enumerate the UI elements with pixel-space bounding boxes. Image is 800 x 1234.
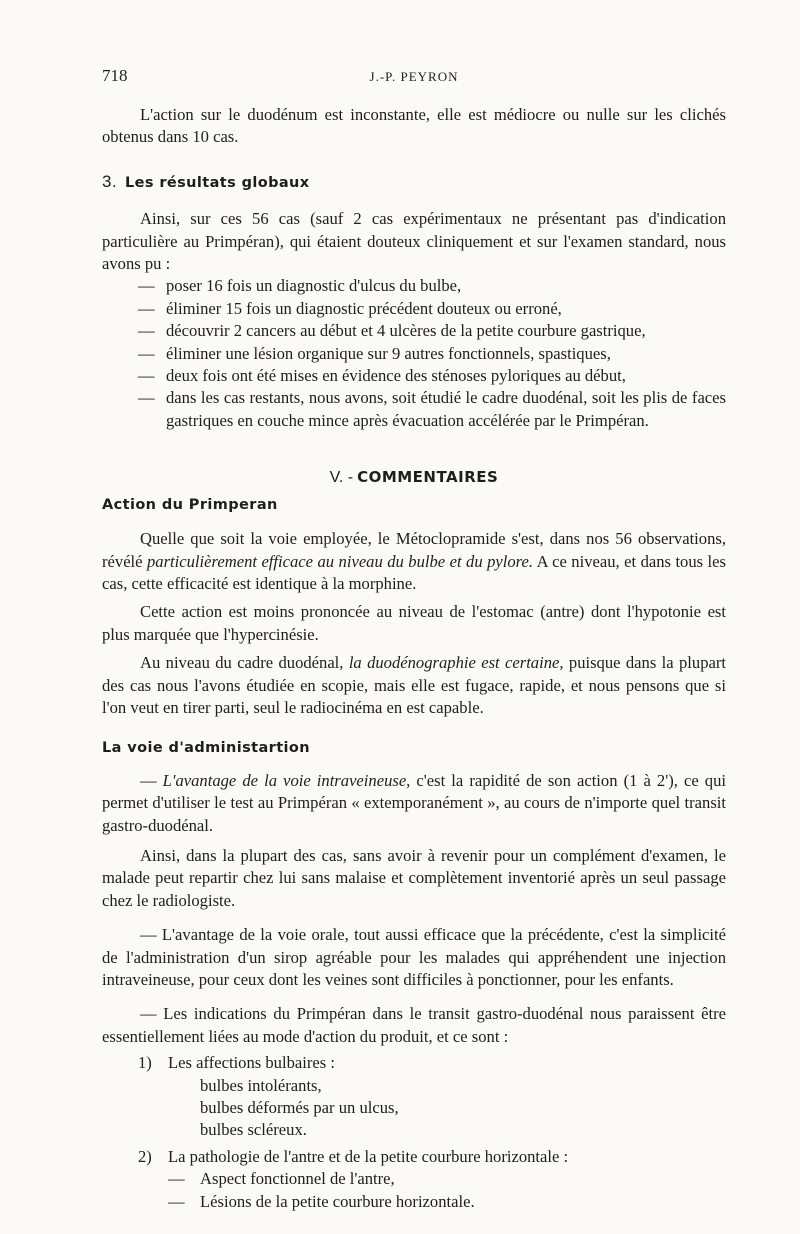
list-item-text: découvrir 2 cancers au début et 4 ulcères de la petite courbure gastrique, bbox=[166, 321, 646, 341]
item-number: 1) bbox=[138, 1053, 152, 1073]
dash-marker: — bbox=[138, 321, 155, 341]
section-heading-results bbox=[102, 171, 726, 194]
italic-run: la duodénographie est certaine, bbox=[348, 653, 564, 673]
subheading-voie: La voie d'administartion bbox=[102, 740, 310, 757]
section-roman: V. - bbox=[329, 469, 354, 487]
dash-marker: — bbox=[168, 1169, 185, 1189]
paragraph-quelle bbox=[102, 528, 726, 595]
text-run: — bbox=[140, 770, 163, 790]
dash-marker: — bbox=[138, 366, 155, 386]
sub-item-text: Aspect fonctionnel de l'antre, bbox=[200, 1169, 395, 1189]
paragraph-indications: — Les indications du Primpéran dans le transit gastro-duodénal nous paraissent être essentiellement liées au mode d'action du produit, et ce sont : bbox=[102, 1004, 726, 1046]
subheading-action: Action du Primperan bbox=[102, 496, 278, 513]
numbered-item bbox=[102, 1052, 726, 1074]
list-item-text: éliminer une lésion organique sur 9 autres fonctionnels, spastiques, bbox=[166, 343, 611, 363]
text-run: puisque dans la plupart des cas nous l'avons étudiée en scopie, mais elle est fugace, rapide, et nous pensons que si l'on veut en tirer parti, seul le radiocinéma en est capable. bbox=[102, 653, 726, 717]
list-item bbox=[102, 343, 726, 365]
paragraph-ainsi2: Ainsi, dans la plupart des cas, sans avoir à revenir pour un complément d'examen, le malade peut repartir chez lui sans malaise et complètement inventorié après un seul passage chez le radiologiste. bbox=[102, 845, 726, 910]
sub-item: bulbes intolérants, bbox=[200, 1075, 322, 1095]
paragraph-avantage-iv bbox=[102, 770, 726, 837]
paragraph-cadre bbox=[102, 652, 726, 719]
results-list bbox=[102, 275, 726, 432]
page-header bbox=[102, 66, 726, 90]
item-label: Les affections bulbaires : bbox=[168, 1053, 335, 1073]
dash-marker: — bbox=[138, 343, 155, 363]
item-label: La pathologie de l'antre et de la petite courbure horizontale : bbox=[168, 1146, 569, 1166]
list-item bbox=[102, 298, 726, 320]
indication-2 bbox=[102, 1146, 726, 1213]
page-body bbox=[102, 104, 726, 1213]
sub-item-text: Lésions de la petite courbure horizontale. bbox=[200, 1191, 475, 1211]
list-item-text: poser 16 fois un diagnostic d'ulcus du bulbe, bbox=[166, 276, 462, 296]
numbered-item bbox=[102, 1146, 726, 1168]
dash-marker: — bbox=[138, 276, 155, 296]
paragraph-ainsi: Ainsi, sur ces 56 cas (sauf 2 cas expérimentaux ne présentant pas d'indication particulière au Primpéran), qui étaient douteux cliniquement et sur l'examen standard, nous avons pu : bbox=[102, 209, 726, 274]
text-run: A ce niveau, et dans tous les cas, cette efficacité est identique à la morphine. bbox=[102, 551, 726, 593]
list-item bbox=[102, 320, 726, 342]
sub-item: bulbes déformés par un ulcus, bbox=[200, 1098, 399, 1118]
italic-run: L'avantage de la voie intraveineuse, bbox=[162, 770, 411, 790]
dash-marker: — bbox=[138, 298, 155, 318]
dash-marker: — bbox=[168, 1191, 185, 1211]
list-item-text: dans les cas restants, nous avons, soit étudié le cadre duodénal, soit les plis de faces gastriques en couche mince après évacuation accélérée par le Primpéran. bbox=[166, 388, 726, 430]
page-number: 718 bbox=[102, 66, 128, 85]
item-number: 2) bbox=[138, 1146, 152, 1166]
list-item-text: deux fois ont été mises en évidence des sténoses pyloriques au début, bbox=[166, 366, 626, 386]
sub-item: bulbes scléreux. bbox=[200, 1120, 307, 1140]
section-heading-commentaires bbox=[102, 466, 726, 489]
list-item bbox=[102, 275, 726, 297]
dash-marker: — bbox=[138, 388, 155, 408]
paragraph-duodenum: L'action sur le duodénum est inconstante, elle est médiocre ou nulle sur les clichés obtenus dans 10 cas. bbox=[102, 105, 726, 147]
indication-1 bbox=[102, 1052, 726, 1142]
italic-run: particulièrement efficace au niveau du bulbe et du pylore. bbox=[147, 551, 534, 571]
sub-item bbox=[102, 1191, 726, 1213]
section-title: Les résultats globaux bbox=[124, 174, 310, 191]
text-run: Quelle que soit la voie employée, le Métoclopramide s'est, dans nos 56 observations, révélé bbox=[102, 529, 726, 571]
paragraph-cette: Cette action est moins prononcée au niveau de l'estomac (antre) dont l'hypotonie est plus marquée que l'hypercinésie. bbox=[102, 602, 726, 644]
running-head: J.-P. PEYRON bbox=[369, 69, 459, 84]
text-run: Au niveau du cadre duodénal, bbox=[140, 653, 349, 673]
list-item bbox=[102, 365, 726, 387]
section-title: COMMENTAIRES bbox=[357, 468, 499, 487]
list-item-text: éliminer 15 fois un diagnostic précédent douteux ou erroné, bbox=[166, 298, 562, 318]
section-number: 3. bbox=[102, 171, 117, 191]
list-item bbox=[102, 387, 726, 432]
paragraph-orale: — L'avantage de la voie orale, tout aussi efficace que la précédente, c'est la simplicité de l'administration d'un sirop agréable pour les malades qui appréhendent une injection intraveineuse, pour ceux dont les veines sont difficiles à ponctionner, pour les enfants. bbox=[102, 925, 726, 989]
text-run: c'est la rapidité de son action (1 à 2'), ce qui permet d'utiliser le test au Primpéran « extemporanément », au cours de n'importe quel transit gastro-duodénal. bbox=[102, 770, 726, 835]
sub-item bbox=[102, 1168, 726, 1190]
